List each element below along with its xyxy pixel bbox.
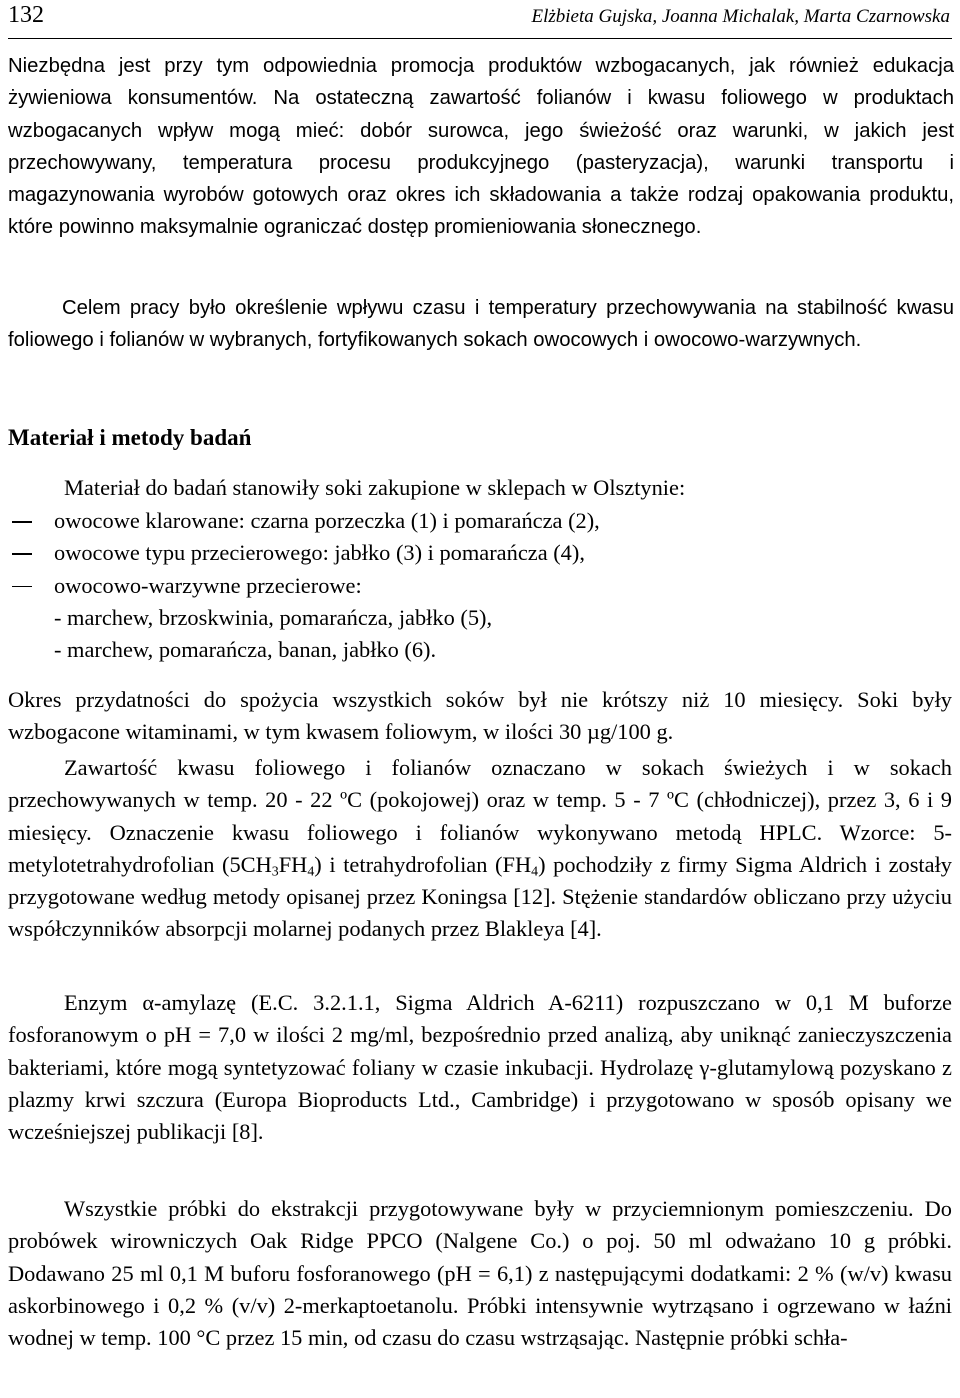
sample-prep-paragraph: Wszystkie próbki do ekstrakcji przygotowywane były w przyciemnionym pomieszczeniu. Do probówek wirowniczych Oak Ridge PPCO (Nalgene Co.) o poj. 50 ml odważano 10 g próbki. Dodawano 25 ml 0,1 M buforu fosforanowego (pH = 6,1) z następującymi dodatkami: 2 % (w/v) kwasu askorbinowego i 0,2 % (v/v) 2-merkaptoetanolu. Próbki intensywnie wytrząsano i ogrzewano w łaźni wodnej w temp. 100 °C przez 15 min, od czasu do czasu wstrząsając. Następnie próbki schła- xyxy=(8,1196,952,1351)
enzyme-paragraph: Enzym α-amylazę (E.C. 3.2.1.1, Sigma Aldrich A-6211) rozpuszczano w 0,1 M buforze fosforanowym o pH = 7,0 w ilości 2 mg/ml, bezpośrednio przed analizą, aby uniknąć zanieczyszczenia bakteriami, które mogą syntetyzować foliany w czasie inkubacji. Hydrolazę γ-glutamylową pozyskano z plazmy krwi szczura (Europa Bioproducts Ltd., Cambridge) i przygotowano w sposób opisany we wcześniejszej publikacji [8]. xyxy=(8,990,952,1145)
intro-paragraph-1: Niezbędna jest przy tym odpowiednia promocja produktów wzbogacanych, jak również edukacja żywieniowa konsumentów. Na ostateczną zawartość folianów i kwasu foliowego w produktach wzbogacanych wpływ mogą mieć: dobór surowca, jego świeżość oraz warunki, w jakich jest przechowywany, temperatura procesu produkcyjnego (pasteryzacja), warunki transportu i magazynowania wyrobów gotowych oraz okres ich składowania a także rodzaj opakowania produktu, które powinno maksymalnie ograniczać dostęp promieniowania słonecznego. xyxy=(8,55,954,239)
list-item: owocowo-warzywne przecierowe: xyxy=(8,570,948,602)
dash-bullet-icon xyxy=(12,586,32,588)
shelf-life-paragraph: Okres przydatności do spożycia wszystkich soków był nie krótszy niż 10 miesięcy. Soki były wzbogacone witaminami, w tym kwasem foliowym, w ilości 30 µg/100 g. xyxy=(8,687,952,745)
sub-list-item: - marchew, brzoskwinia, pomarańcza, jabłko (5), xyxy=(54,604,493,630)
list-item: owocowe typu przecierowego: jabłko (3) i pomarańcza (4), xyxy=(8,537,948,569)
list-item: owocowe klarowane: czarna porzeczka (1) i pomarańcza (2), xyxy=(8,505,948,537)
intro-paragraph-2: Celem pracy było określenie wpływu czasu i temperatury przechowywania na stabilność kwasu foliowego i folianów w wybranych, fortyfikowanych sokach owocowych i owocowo-warzywnych. xyxy=(8,297,954,352)
hplc-paragraph: Zawartość kwasu foliowego i folianów oznaczano w sokach świeżych i w sokach przechowywanych w temp. 20 - 22 ºC (pokojowej) oraz w temp. 5 - 7 ºC (chłodniczej), przez 3, 6 i 9 miesięcy. Oznaczenie kwasu foliowego i folianów wykonywano metodą HPLC. Wzorce: 5-metylotetrahydrofolian $(5CH_3FH_4)$ i tetrahydrofolian $(FH_4)$ pochodziły z firmy Sigma Aldrich i zostały przygotowane według metody opisanej przez Koningsa [12]. Stężenie standardów obliczano przy użyciu współczynników absorpcji molarnej podanych przez Blakleya [4]. xyxy=(8,755,952,942)
page-number: 132 xyxy=(8,2,44,28)
juice-list xyxy=(8,505,948,666)
author-running-head: Elżbieta Gujska, Joanna Michalak, Marta Czarnowska xyxy=(531,6,950,27)
dash-bullet-icon xyxy=(12,553,32,555)
methods-lead: Materiał do badań stanowiły soki zakupione w sklepach w Olsztynie: xyxy=(64,475,686,500)
sub-list-item: - marchew, pomarańcza, banan, jabłko (6). xyxy=(54,637,437,663)
section-title: Materiał i metody badań xyxy=(8,425,252,450)
running-header xyxy=(8,0,952,39)
dash-bullet-icon xyxy=(12,521,32,523)
